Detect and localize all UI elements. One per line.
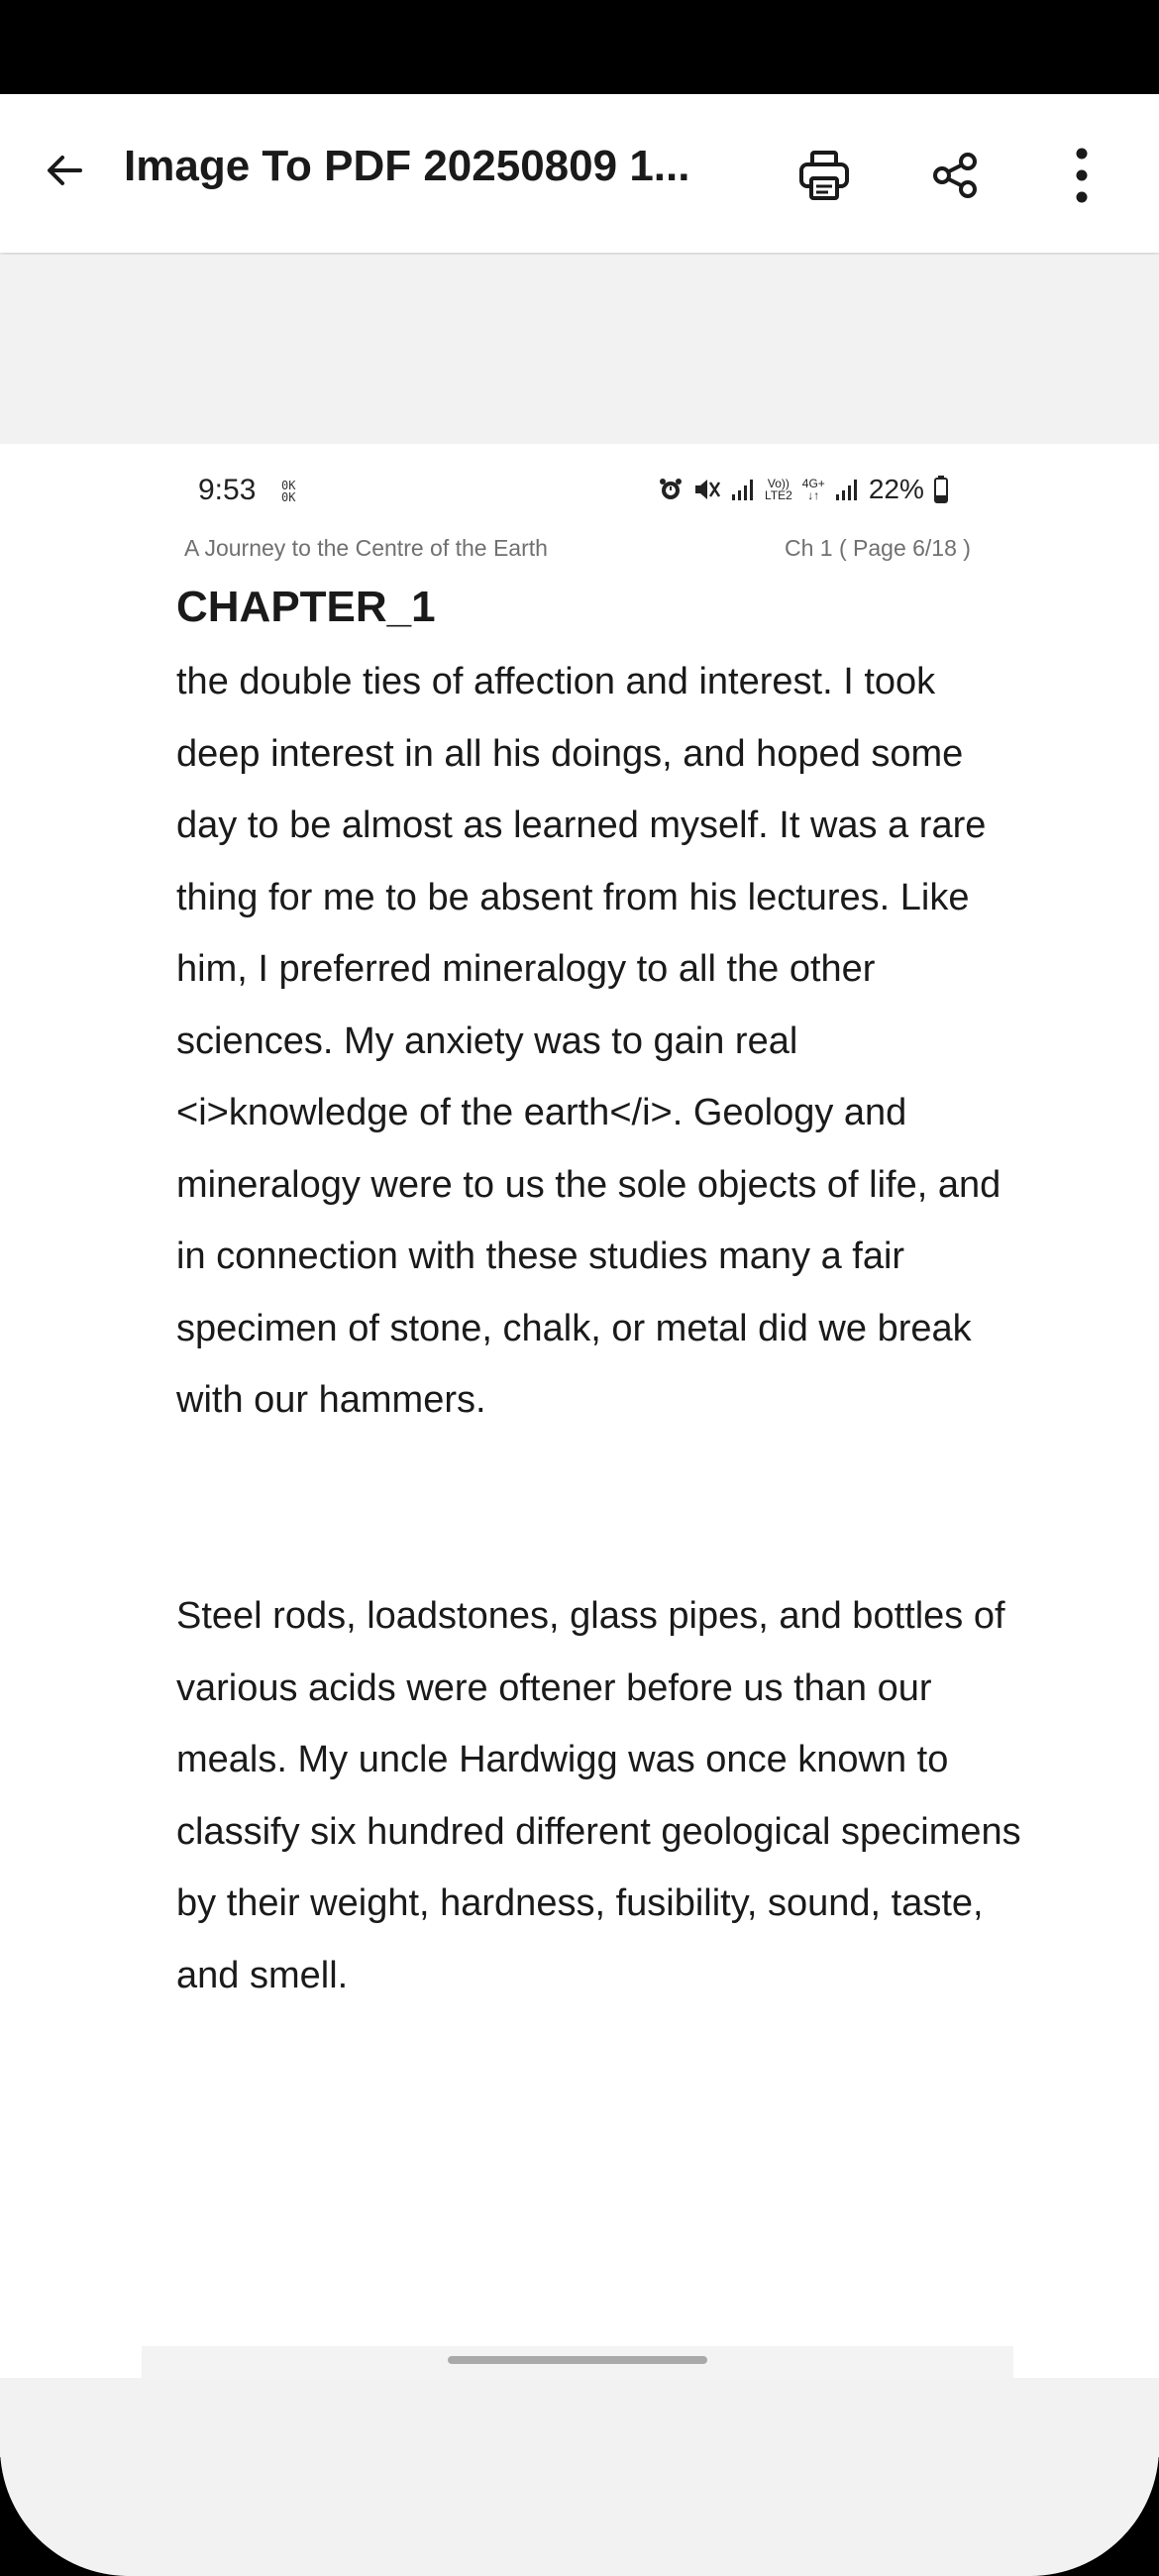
- mute-icon: [693, 477, 721, 502]
- more-options-button[interactable]: [1042, 136, 1121, 215]
- book-title: A Journey to the Centre of the Earth: [184, 535, 548, 561]
- inner-status-icons: [658, 474, 948, 505]
- back-button[interactable]: [30, 136, 99, 205]
- paragraph-2: Steel rods, loadstones, glass pipes, and bottles of various acids were oftener before us than our meals. My uncle Hardwigg was once known to classify six hundred different geological specimens by their weight, hardness, fusibility, sound, taste, and smell.: [176, 1595, 1021, 1996]
- signal-icon-2: [835, 478, 859, 501]
- app-bar: [0, 94, 1159, 253]
- inner-status-time: 9:53: [198, 474, 257, 506]
- speed-top: 0K: [281, 479, 296, 492]
- inner-status-speed: [281, 480, 295, 503]
- share-button[interactable]: [916, 136, 996, 215]
- arrow-left-icon: [41, 147, 88, 194]
- net-bottom: ↓↑: [807, 488, 820, 502]
- print-button[interactable]: [785, 136, 864, 215]
- volte-top: Vo)): [767, 477, 790, 490]
- top-bezel: [0, 0, 1159, 94]
- net-top: 4G+: [801, 477, 825, 490]
- volte-indicator: [765, 478, 792, 501]
- network-indicator: [802, 478, 825, 501]
- printer-icon: [795, 147, 853, 204]
- paragraph-1: the double ties of affection and interest. I took deep interest in all his doings, and hoped some day to be almost as learned myself. It was a rare thing for me to be absent from his lectures. Like him, I preferred mineralogy to all the other sciences. My anxiety was to gain real <i>knowledge of the earth</i>. Geology and mineralogy were to us the sole objects of life, and in connection with these studies many a fair specimen of stone, chalk, or metal did we break with our hammers.: [176, 661, 1001, 1421]
- alarm-icon: [658, 477, 684, 502]
- volte-bottom: LTE2: [765, 488, 792, 502]
- battery-icon: [934, 476, 948, 503]
- chapter-position: Ch 1 ( Page 6/18 ): [785, 535, 971, 561]
- home-indicator[interactable]: [448, 2356, 707, 2364]
- signal-icon: [731, 478, 755, 501]
- more-vertical-icon: [1067, 146, 1097, 205]
- document-title: Image To PDF 20250809 1...: [124, 142, 690, 190]
- chapter-heading: CHAPTER_1: [176, 583, 436, 631]
- share-icon: [931, 151, 981, 200]
- document-margin: [0, 255, 1159, 443]
- battery-percent: 22%: [868, 474, 924, 504]
- speed-bottom: 0K: [281, 490, 296, 504]
